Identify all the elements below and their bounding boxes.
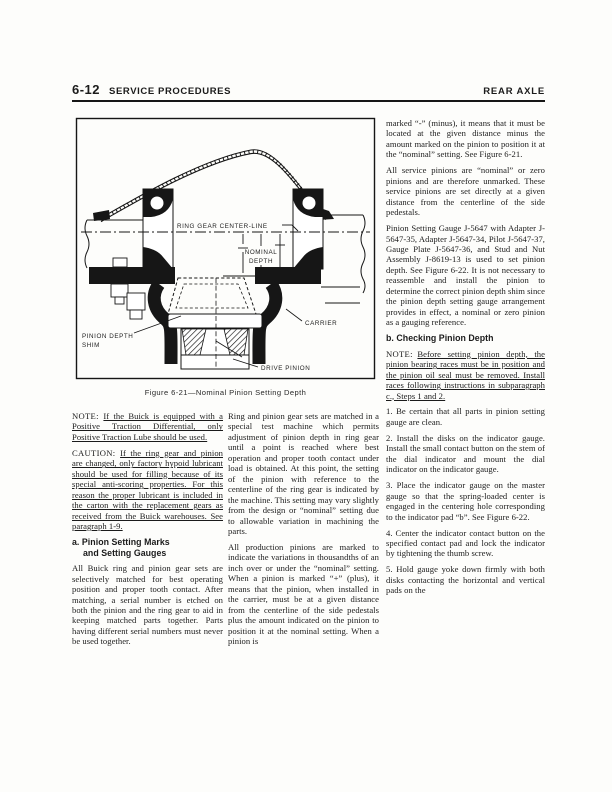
step-3 bbox=[386, 480, 545, 522]
para-production-pinions bbox=[228, 542, 379, 647]
paragraph-text: If the Buick is equipped with a Positive Traction Differential, only Positive Traction Lube should be used. bbox=[72, 411, 223, 442]
paragraph-text: All Buick ring and pinion gear sets are selectively matched for best operating position and proper tooth contact. After matching, a serial number is etched on both the pinion and the ring gear to aid in keeping matched parts together. Parts having different serial numbers must never be used together. bbox=[72, 563, 223, 647]
drive-pinion-assembly bbox=[181, 329, 249, 369]
step-1 bbox=[386, 406, 545, 427]
pinion-depth-shim-part bbox=[127, 293, 145, 319]
paragraph-text: 5. Hold gauge yoke down firmly with both disks contacting the horizontal and vertical pads on the bbox=[386, 564, 545, 596]
page-header bbox=[72, 82, 545, 102]
note-label: CAUTION: bbox=[72, 447, 121, 458]
page-number: 6-12 bbox=[72, 82, 101, 97]
column-right bbox=[386, 118, 545, 601]
para-setting-gauge-tools bbox=[386, 223, 545, 328]
para-minus-pinions bbox=[386, 118, 545, 160]
figure-label-nominal-depth-2: DEPTH bbox=[248, 258, 274, 265]
header-section-title: SERVICE PROCEDURES bbox=[109, 86, 232, 97]
heading-pinion-setting-marks bbox=[72, 537, 223, 558]
figure-label-carrier: CARRIER bbox=[305, 320, 338, 327]
paragraph-text: 3. Place the indicator gauge on the master gauge so that the spring-loaded center is engaged in the centering hole corresponding to the indicator pad “b”. See Figure 6-22. bbox=[386, 480, 545, 522]
pinion-setting-depth-drawing bbox=[75, 117, 376, 380]
paragraph-text: marked “-” (minus), it means that it must be located at the given distance minus the amount marked on the pinion to position it at the “nominal” setting. See Figure 6-21. bbox=[386, 118, 545, 160]
paragraph-text: If the ring gear and pinion are changed, only factory hypoid lubricant should be used for filling because of its special anti-scoring properties. For this reason the proper lubricant is included in the carton with the replacement gears as received from the Buick warehouses. See paragraph 1-9. bbox=[72, 447, 223, 532]
paragraph-text: 4. Center the indicator contact button on the specified contact pad and lock the indicator by tightening the thumb screw. bbox=[386, 527, 545, 559]
figure-label-pinion-depth-shim-2: SHIM bbox=[82, 342, 100, 349]
column-left bbox=[72, 411, 223, 652]
figure-label-nominal-depth-1: NOMINAL bbox=[244, 249, 278, 256]
column-middle bbox=[228, 411, 379, 652]
paragraph-text: 1. Be certain that all parts in pinion setting gauge are clean. bbox=[386, 406, 545, 427]
para-test-machine bbox=[228, 411, 379, 536]
figure-label-pinion-depth-shim-1: PINION DEPTH bbox=[82, 333, 134, 340]
note-positive-traction bbox=[72, 411, 223, 442]
step-2 bbox=[386, 433, 545, 475]
step-5 bbox=[386, 564, 545, 595]
figure-label-drive-pinion: DRIVE PINION bbox=[261, 365, 311, 372]
figure-label-ring-gear-center-line: RING GEAR CENTER-LINE bbox=[177, 223, 268, 230]
paragraph-text: Before setting pinion depth, the pinion bearing races must be in position and the pinion oil seal must be removed. Install races following instructions in subparagraph c., Steps 1 and 2. bbox=[386, 348, 545, 401]
paragraph-text: Ring and pinion gear sets are matched in a special test machine which permits adjustment of pinion depth in ring gear until a point is reached where best operation and proper tooth contact under load is obtained. At this point, the setting of the pinion with reference to the centerline of the ring gear is indicated by the machine. This setting may vary slightly from the design or “nominal” setting due to allowable variation in machining the parts. bbox=[228, 411, 379, 536]
step-4 bbox=[386, 528, 545, 559]
note-label: NOTE: bbox=[386, 348, 418, 359]
figure-caption: Figure 6-21—Nominal Pinion Setting Depth bbox=[144, 388, 307, 397]
paragraph-text: 2. Install the disks on the indicator gauge. Install the small contact button on the stem of the dial indicator and mount the dial indicator on the indicator gauge. bbox=[386, 432, 545, 475]
section-heading-line: and Setting Gauges bbox=[83, 547, 167, 558]
heading-checking-pinion-depth bbox=[386, 333, 545, 344]
figure-6-21 bbox=[75, 117, 376, 380]
paragraph-text: Pinion Setting Gauge J-5647 with Adapter J-5647-35, Adapter J-5647-34, Pilot J-5647-37, Gauge Plate J-5647-36, and Stud and Nut Assembly J-8619-13 is used to set pinion depth. See Figure 6-22. It is not necessary to reassemble and install the pinion to determine the correct pinion depth shim since the pinion depth setting gauge arrangement provides in effect, a nominal or zero pinion as a gauging reference. bbox=[386, 223, 545, 328]
paragraph-text: All production pinions are marked to indicate the variations in thousandths of an inch over or under the “nominal” setting. When a pinion is marked “+” (plus), it means that the pinion, when installed in the carrier, must be at a given distance from the centerline of the side pedestals plus the amount indicated on the pinion to position it at the nominal setting. When a pinion is bbox=[228, 541, 379, 647]
section-heading-line: b. Checking Pinion Depth bbox=[386, 333, 494, 344]
paragraph-text: All service pinions are “nominal” or zero pinions and are therefore unmarked. These service pinions are set directly at a given distance from the centerline of the side pedestals. bbox=[386, 165, 545, 218]
carrier-leader-line bbox=[286, 309, 302, 321]
para-service-pinions bbox=[386, 165, 545, 217]
note-label: NOTE: bbox=[72, 411, 104, 421]
header-chapter-title: REAR AXLE bbox=[483, 86, 545, 97]
caution-lubricant bbox=[72, 448, 223, 532]
note-before-setting bbox=[386, 349, 545, 401]
section-heading-line: a. Pinion Setting Marks bbox=[72, 536, 170, 547]
para-matched-gear-sets bbox=[72, 563, 223, 647]
